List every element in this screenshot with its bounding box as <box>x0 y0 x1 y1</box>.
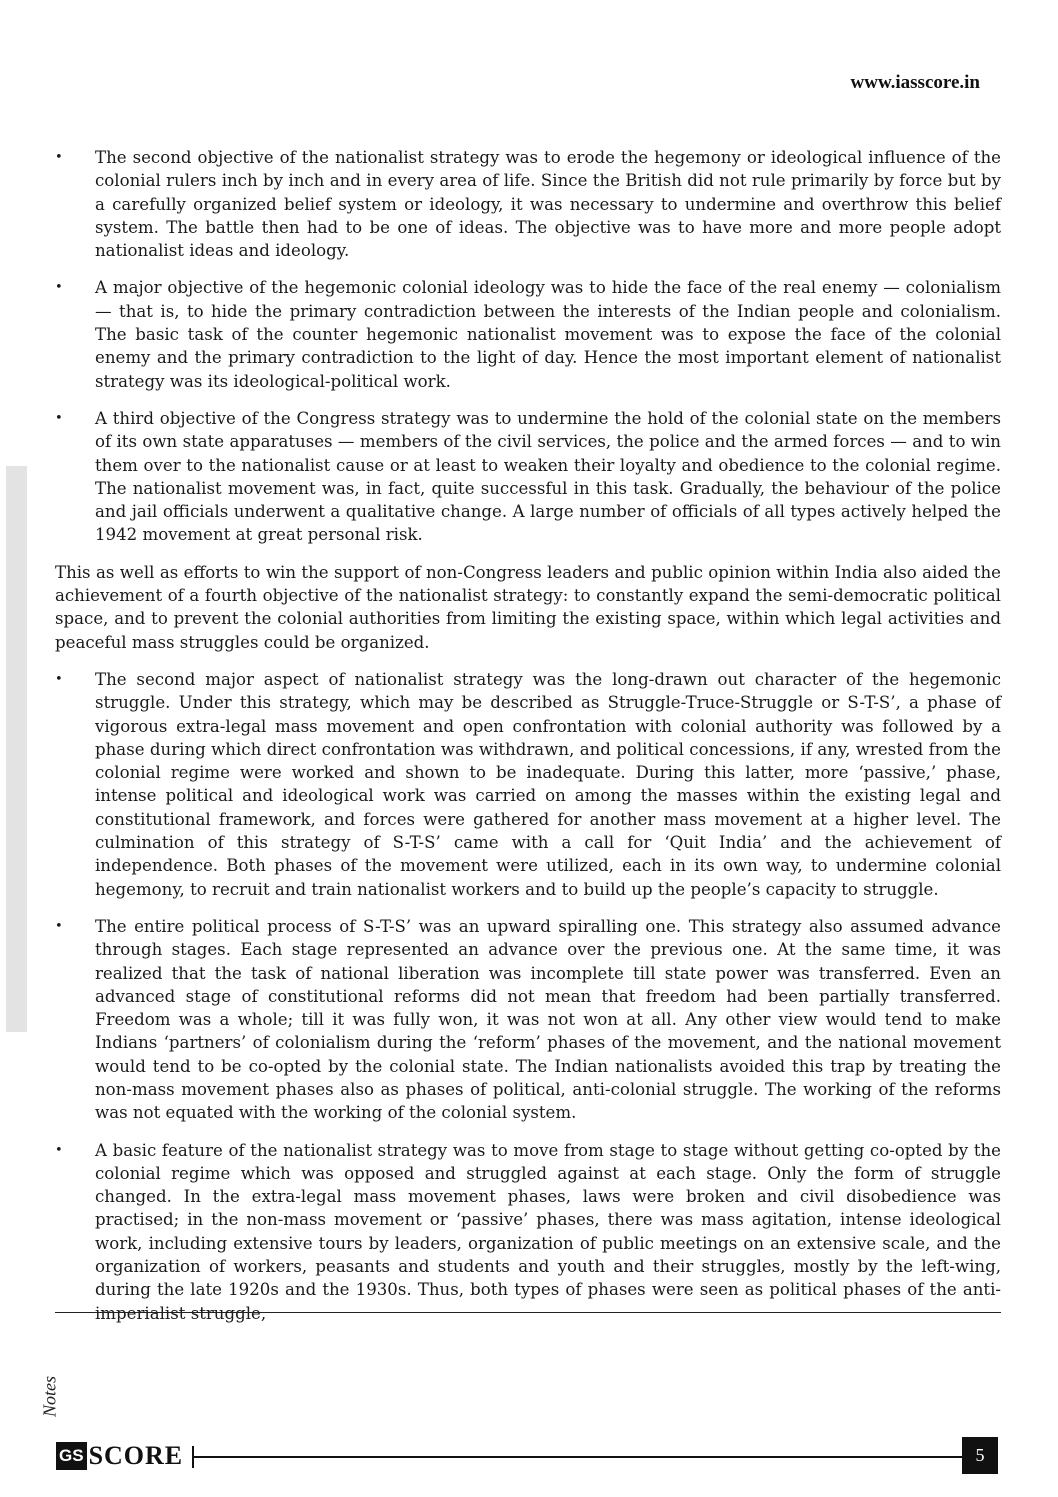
article-body <box>55 146 1001 1339</box>
site-url: www.iasscore.in <box>850 72 980 93</box>
margin-strip <box>6 466 27 1032</box>
notes-label: Notes <box>39 1376 60 1418</box>
logo-text: SCORE <box>88 1441 184 1470</box>
bullet-item <box>55 407 1001 547</box>
content-divider <box>55 1312 1001 1313</box>
bullet-text: The second major aspect of nationalist strategy was the long-drawn out character of the hegemonic struggle. Under this strategy, which may be described as Struggle-Truce-Struggle or S-T-S’, a phase of vigorous extra-legal mass movement and open confrontation with colonial authority was followed by a phase during which direct confrontation was withdrawn, and political concessions, if any, wrested from the colonial regime were worked and shown to be inadequate. During this latter, more ‘passive,’ phase, intense political and ideological work was carried on among the masses within the existing legal and constitutional framework, and forces were gathered for another mass movement at a higher level. The culmination of this strategy of S-T-S’ came with a call for ‘Quit India’ and the achievement of independence. Both phases of the movement were utilized, each in its own way, to undermine colonial hegemony, to recruit and train nationalist workers and to build up the people’s capacity to struggle. <box>95 669 1001 899</box>
body-paragraph: This as well as efforts to win the support of non-Congress leaders and public opinion within India also aided the achievement of a fourth objective of the nationalist strategy: to constantly expand the semi-democratic political space, and to prevent the colonial authorities from limiting the existing space, within which legal activities and peaceful mass struggles could be organized. <box>55 562 1001 652</box>
footer-rule <box>194 1456 962 1458</box>
bullet-item <box>55 668 1001 901</box>
bullet-text: A basic feature of the nationalist strategy was to move from stage to stage without getting co-opted by the colonial regime which was opposed and struggled against at each stage. Only the form of struggle changed. In the extra-legal mass movement phases, laws were broken and civil disobedience was practised; in the non-mass movement or ‘passive’ phases, there was mass agitation, intense ideological work, including extensive tours by leaders, organization of public meetings on an extensive scale, and the organization of workers, peasants and students and youth and their struggles, mostly by the left-wing, during the late 1920s and the 1930s. Thus, both types of phases were seen as political phases of the anti-imperialist struggle, <box>95 1140 1001 1323</box>
bullet-text: A major objective of the hegemonic colonial ideology was to hide the face of the real enemy — colonialism — that is, to hide the primary contradiction between the interests of the Indian people and colonialism. The basic task of the counter hegemonic nationalist movement was to expose the face of the colonial enemy and the primary contradiction to the light of day. Hence the most important element of nationalist strategy was its ideological-political work. <box>95 278 1001 391</box>
page-number: 5 <box>962 1437 998 1474</box>
bullet-marker: • <box>55 1142 63 1158</box>
bullet-item <box>55 915 1001 1125</box>
bullet-text: A third objective of the Congress strategy was to undermine the hold of the colonial state on the members of its own state apparatuses — members of the civil services, the police and the armed forces — and to win them over to the nationalist cause or at least to weaken their loyalty and obedience to the colonial regime. The nationalist movement was, in fact, quite successful in this task. Gradually, the behaviour of the police and jail officials underwent a qualitative change. A large number of officials of all types actively helped the 1942 movement at great personal risk. <box>95 408 1001 545</box>
bullet-item <box>55 276 1001 392</box>
logo-box: GS <box>56 1442 87 1470</box>
bullet-marker: • <box>55 280 63 296</box>
bullet-item <box>55 1139 1001 1325</box>
bullet-text: The second objective of the nationalist strategy was to erode the hegemony or ideological influence of the colonial rulers inch by inch and in every area of life. Since the British did not rule primarily by force but by a carefully organized belief system or ideology, it was necessary to undermine and overthrow this belief system. The battle then had to be one of ideas. The objective was to have more and more people adopt nationalist ideas and ideology. <box>95 148 1001 261</box>
gs-score-logo <box>56 1442 183 1470</box>
bullet-marker: • <box>55 671 63 687</box>
bullet-text: The entire political process of S-T-S’ was an upward spiralling one. This strategy also assumed advance through stages. Each stage represented an advance over the previous one. At the same time, it was realized that the task of national liberation was incomplete till state power was transferred. Even an advanced stage of constitutional reforms did not mean that freedom had been partially transferred. Freedom was a whole; till it was fully won, it was not won at all. Any other view would tend to make Indians ‘partners’ of colonialism during the ‘reform’ phases of the movement, and the national movement would tend to be co-opted by the colonial state. The Indian nationalists avoided this trap by treating the non-mass movement phases also as phases of political, anti-colonial struggle. The working of the reforms was not equated with the working of the colonial system. <box>95 916 1001 1123</box>
bullet-marker: • <box>55 150 63 165</box>
bullet-item <box>55 146 1001 262</box>
bullet-marker: • <box>55 410 63 426</box>
bullet-marker: • <box>55 918 63 934</box>
